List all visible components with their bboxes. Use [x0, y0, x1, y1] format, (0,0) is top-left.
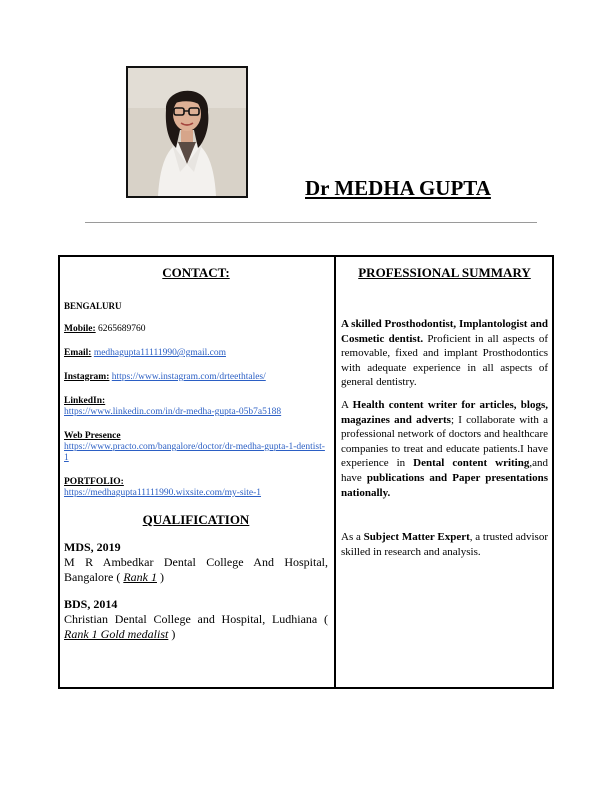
summary-paragraph-1	[341, 317, 548, 390]
instagram-field	[64, 372, 328, 383]
portfolio-link[interactable]: https://medhagupta11111990.wixsite.com/my-site-1	[64, 488, 262, 498]
degree-institution	[64, 555, 328, 585]
summary-p2-bold-1: Health content writer for articles, blogs, magazines and adverts	[341, 398, 549, 426]
degree-title: MDS, 2019	[64, 540, 121, 554]
qualification-item	[64, 540, 328, 585]
qualification-heading: QUALIFICATION	[142, 512, 250, 527]
web-presence-field	[64, 431, 328, 464]
linkedin-label: LinkedIn:	[64, 396, 106, 406]
summary-p2-bold-3: publications and Paper presentations nationally.	[341, 471, 548, 499]
web-presence-link[interactable]: https://www.practo.com/bangalore/doctor/dr-medha-gupta-1-dentist-1	[64, 442, 325, 463]
page-title: Dr MEDHA GUPTA	[305, 176, 491, 200]
resume-table	[58, 255, 554, 689]
portfolio-label: PORTFOLIO:	[64, 477, 124, 487]
right-column	[341, 257, 548, 559]
rank-text: Rank 1 Gold medalist	[64, 627, 169, 641]
summary-p2-b: ; I collaborate with a professional network of doctors and healthcare companies to treat and educate patients.I have experience in	[341, 413, 548, 470]
summary-p2-a: A	[341, 398, 353, 411]
rank-open: (	[324, 612, 328, 626]
rank-text: Rank 1	[123, 570, 157, 584]
rank-open: (	[116, 570, 124, 584]
profile-photo	[126, 66, 248, 198]
instagram-label: Instagram:	[64, 372, 110, 382]
left-column	[64, 257, 328, 642]
rank-close: )	[156, 570, 164, 584]
summary-p2-c: ,and have	[341, 457, 548, 484]
linkedin-link[interactable]: https://www.linkedin.com/in/dr-medha-gupta-05b7a5188	[64, 407, 282, 417]
instagram-link[interactable]: https://www.instagram.com/drteethtales/	[111, 372, 266, 382]
summary-p3-b: , a trusted advisor skilled in research and analysis.	[341, 531, 549, 558]
web-presence-label: Web Presence	[64, 431, 121, 441]
summary-p1-bold: A skilled Prosthodontist, Implantologist and Cosmetic dentist.	[341, 318, 548, 345]
summary-p1-text: Proficient in all aspects of removable, fixed and implant Prosthodontics with adequate experience in all aspects of general dentistry.	[341, 332, 548, 389]
email-link[interactable]: medhagupta11111990@gmail.com	[93, 348, 226, 358]
contact-city: BENGALURU	[64, 301, 122, 311]
summary-heading: PROFESSIONAL SUMMARY	[358, 265, 531, 280]
institution-name: Christian Dental College and Hospital, Ludhiana	[64, 612, 324, 626]
email-label: Email:	[64, 348, 92, 358]
header-divider	[85, 222, 537, 223]
portfolio-field	[64, 477, 328, 499]
summary-p2-bold-2: Dental content writing	[413, 457, 530, 470]
qualification-item	[64, 597, 328, 642]
summary-p3-a: As a	[341, 531, 364, 544]
degree-institution	[64, 612, 328, 642]
summary-p3-bold: Subject Matter Expert	[363, 531, 470, 544]
mobile-label: Mobile:	[64, 324, 96, 334]
linkedin-field	[64, 396, 328, 418]
person-photo-illustration	[128, 68, 246, 196]
mobile-value: 6265689760	[98, 324, 146, 334]
degree-title: BDS, 2014	[64, 597, 118, 611]
summary-paragraph-3	[341, 530, 548, 559]
rank-close: )	[168, 627, 176, 641]
contact-heading: CONTACT:	[162, 265, 230, 280]
institution-name: M R Ambedkar Dental College And Hospital, Bangalore	[64, 555, 328, 584]
summary-paragraph-2	[341, 398, 548, 500]
column-divider	[334, 257, 336, 687]
email-field	[64, 348, 328, 359]
mobile-field	[64, 324, 328, 335]
